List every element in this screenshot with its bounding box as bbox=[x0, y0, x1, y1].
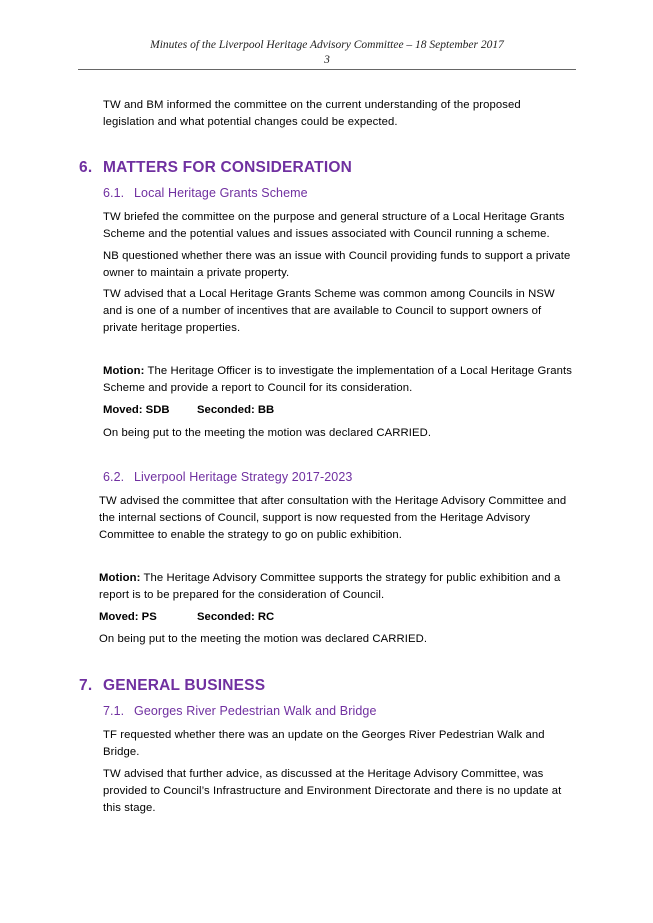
text-line: TW advised that a Local Heritage Grants Scheme was common among Councils in NSW bbox=[103, 288, 555, 300]
header-title: Minutes of the Liverpool Heritage Advisory Committee – 18 September 2017 bbox=[150, 39, 504, 51]
subsection-title: Liverpool Heritage Strategy 2017-2023 bbox=[134, 470, 353, 484]
text-line: TF requested whether there was an update on the Georges River Pedestrian Walk and bbox=[103, 729, 545, 741]
paragraph bbox=[103, 727, 545, 761]
seconded-by: Seconded: RC bbox=[197, 611, 275, 623]
paragraph bbox=[103, 248, 570, 282]
motion-text: report is to be prepared for the consideration of Council. bbox=[99, 589, 385, 601]
motion-result: On being put to the meeting the motion was declared CARRIED. bbox=[99, 633, 428, 645]
motion-label: Motion: bbox=[99, 572, 141, 584]
intro-paragraph bbox=[103, 97, 521, 131]
motion-text: The Heritage Officer is to investigate the implementation of a Local Heritage Grants bbox=[144, 365, 573, 377]
text-line: private heritage properties. bbox=[103, 322, 241, 334]
moved-by: Moved: SDB bbox=[103, 404, 170, 416]
paragraph bbox=[99, 493, 566, 544]
text-line: and is one of a number of incentives that are available to Council to support owners of bbox=[103, 305, 542, 317]
subsection-heading-6-2 bbox=[103, 470, 352, 484]
text-line: this stage. bbox=[103, 802, 156, 814]
subsection-heading-7-1 bbox=[103, 704, 377, 718]
header-rule bbox=[78, 69, 576, 70]
motion-text: Scheme and provide a report to Council for its consideration. bbox=[103, 382, 413, 394]
subsection-number: 6.1. bbox=[103, 186, 125, 200]
motion-block bbox=[99, 570, 560, 604]
page-header bbox=[78, 38, 576, 68]
section-heading-6 bbox=[79, 159, 352, 177]
subsection-title: Local Heritage Grants Scheme bbox=[134, 186, 308, 200]
text-line: NB questioned whether there was an issue with Council providing funds to support a private bbox=[103, 250, 571, 262]
motion-block bbox=[103, 363, 572, 397]
subsection-number: 6.2. bbox=[103, 470, 125, 484]
text-line: TW advised the committee that after consultation with the Heritage Advisory Committee and bbox=[99, 495, 567, 507]
text-line: TW briefed the committee on the purpose and general structure of a Local Heritage Grants bbox=[103, 211, 565, 223]
subsection-number: 7.1. bbox=[103, 704, 125, 718]
paragraph bbox=[103, 209, 565, 243]
subsection-heading-6-1 bbox=[103, 186, 308, 200]
seconded-by: Seconded: BB bbox=[197, 404, 275, 416]
text-line: TW advised that further advice, as discussed at the Heritage Advisory Committee, was bbox=[103, 768, 544, 780]
section-title: MATTERS FOR CONSIDERATION bbox=[103, 159, 352, 176]
text-line: Committee to enable the strategy to go on public exhibition. bbox=[99, 529, 403, 541]
text-line: owner to maintain a private property. bbox=[103, 267, 290, 279]
page-number: 3 bbox=[324, 54, 330, 66]
motion-text: The Heritage Advisory Committee supports the strategy for public exhibition and a bbox=[140, 572, 561, 584]
motion-result: On being put to the meeting the motion was declared CARRIED. bbox=[103, 427, 432, 439]
section-number: 7. bbox=[79, 677, 93, 694]
paragraph bbox=[103, 766, 561, 817]
text-line: TW and BM informed the committee on the current understanding of the proposed bbox=[103, 99, 521, 111]
text-line: legislation and what potential changes could be expected. bbox=[103, 116, 398, 128]
paragraph bbox=[103, 286, 555, 337]
text-line: the internal sections of Council, support is now requested from the Heritage Advisory bbox=[99, 512, 531, 524]
section-heading-7 bbox=[79, 677, 265, 695]
moved-by: Moved: PS bbox=[99, 611, 157, 623]
section-number: 6. bbox=[79, 159, 93, 176]
section-title: GENERAL BUSINESS bbox=[103, 677, 266, 694]
subsection-title: Georges River Pedestrian Walk and Bridge bbox=[134, 704, 377, 718]
motion-label: Motion: bbox=[103, 365, 145, 377]
text-line: provided to Council’s Infrastructure and Environment Directorate and there is no update at bbox=[103, 785, 562, 797]
text-line: Scheme and the potential values and issues associated with Council running a scheme. bbox=[103, 228, 550, 240]
text-line: Bridge. bbox=[103, 746, 140, 758]
